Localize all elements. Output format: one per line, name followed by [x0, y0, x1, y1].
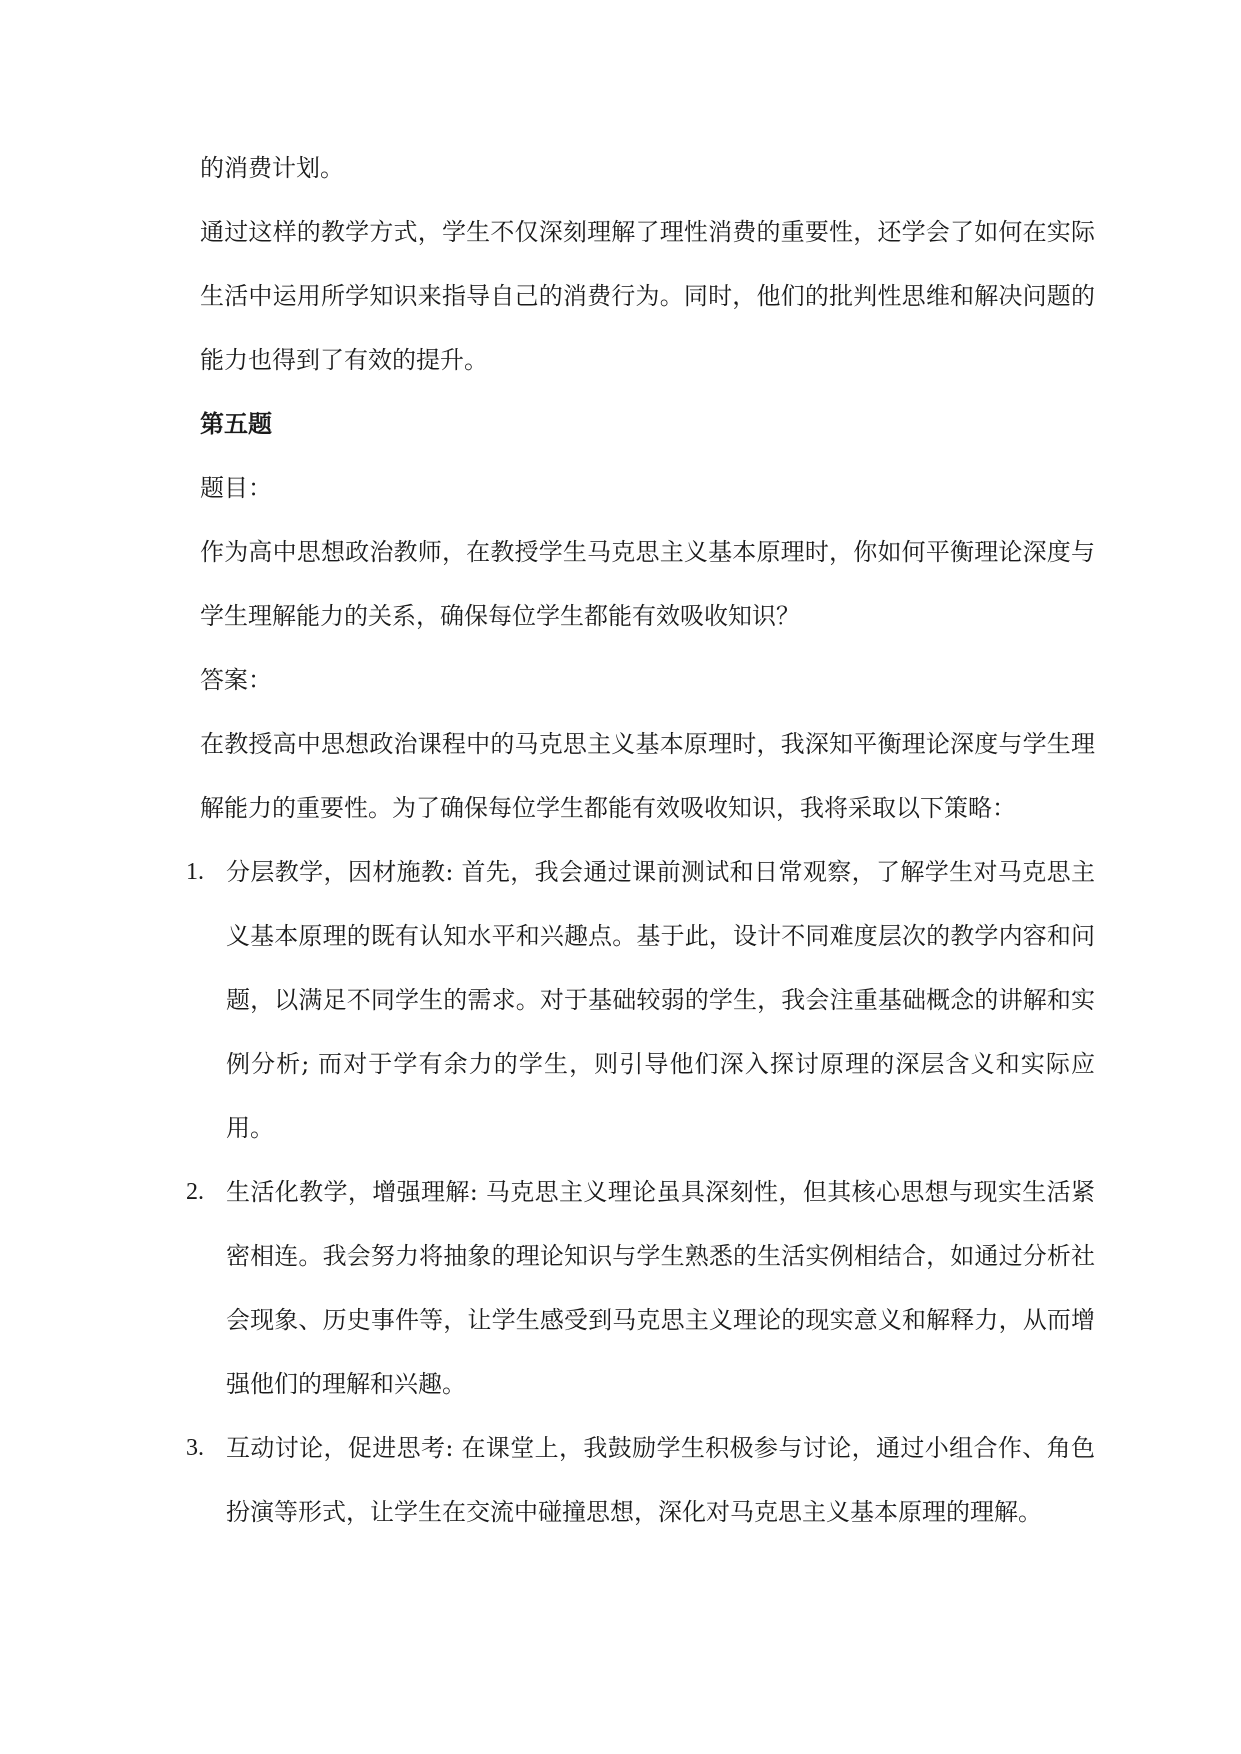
strategy-list — [186, 840, 1095, 1544]
section-title: 第五题 — [200, 410, 272, 438]
list-item-text: 生活化教学，增强理解: 马克思主义理论虽具深刻性，但其核心思想与现实生活紧密相连。我会努力将抽象的理论知识与学生熟悉的生活实例相结合，如通过分析社会现象、历史事件等，让学生感受到马克思主义理论的现实意义和解释力，从而增强他们的理解和兴趣。 — [226, 1178, 1095, 1398]
list-item-text: 分层教学，因材施教: 首先，我会通过课前测试和日常观察，了解学生对马克思主义基本原理的既有认知水平和兴趣点。基于此，设计不同难度层次的教学内容和问题，以满足不同学生的需求。对于基础较弱的学生，我会注重基础概念的讲解和实例分析; 而对于学有余力的学生，则引导他们深入探讨原理的深层含义和实际应用。 — [226, 858, 1095, 1142]
list-item — [186, 1160, 1095, 1416]
paragraph-teaching-result: 通过这样的教学方式，学生不仅深刻理解了理性消费的重要性，还学会了如何在实际生活中运用所学知识来指导自己的消费行为。同时，他们的批判性思维和解决问题的能力也得到了有效的提升。 — [200, 218, 1095, 374]
list-item-text: 互动讨论，促进思考: 在课堂上，我鼓励学生积极参与讨论，通过小组合作、角色扮演等形式，让学生在交流中碰撞思想，深化对马克思主义基本原理的理解。 — [226, 1434, 1095, 1526]
list-item — [186, 840, 1095, 1160]
list-number: 2. — [186, 1179, 204, 1205]
document-body — [186, 136, 1095, 1544]
question-text: 作为高中思想政治教师，在教授学生马克思主义基本原理时，你如何平衡理论深度与学生理解能力的关系，确保每位学生都能有效吸收知识？ — [200, 538, 1095, 630]
list-number: 1. — [186, 859, 204, 885]
paragraph-continuation: 的消费计划。 — [200, 154, 344, 182]
list-item — [186, 1416, 1095, 1544]
answer-intro: 在教授高中思想政治课程中的马克思主义基本原理时，我深知平衡理论深度与学生理解能力的重要性。为了确保每位学生都能有效吸收知识，我将采取以下策略： — [200, 730, 1095, 822]
list-number: 3. — [186, 1435, 204, 1461]
answer-label: 答案： — [200, 666, 272, 694]
question-label: 题目： — [200, 474, 272, 502]
